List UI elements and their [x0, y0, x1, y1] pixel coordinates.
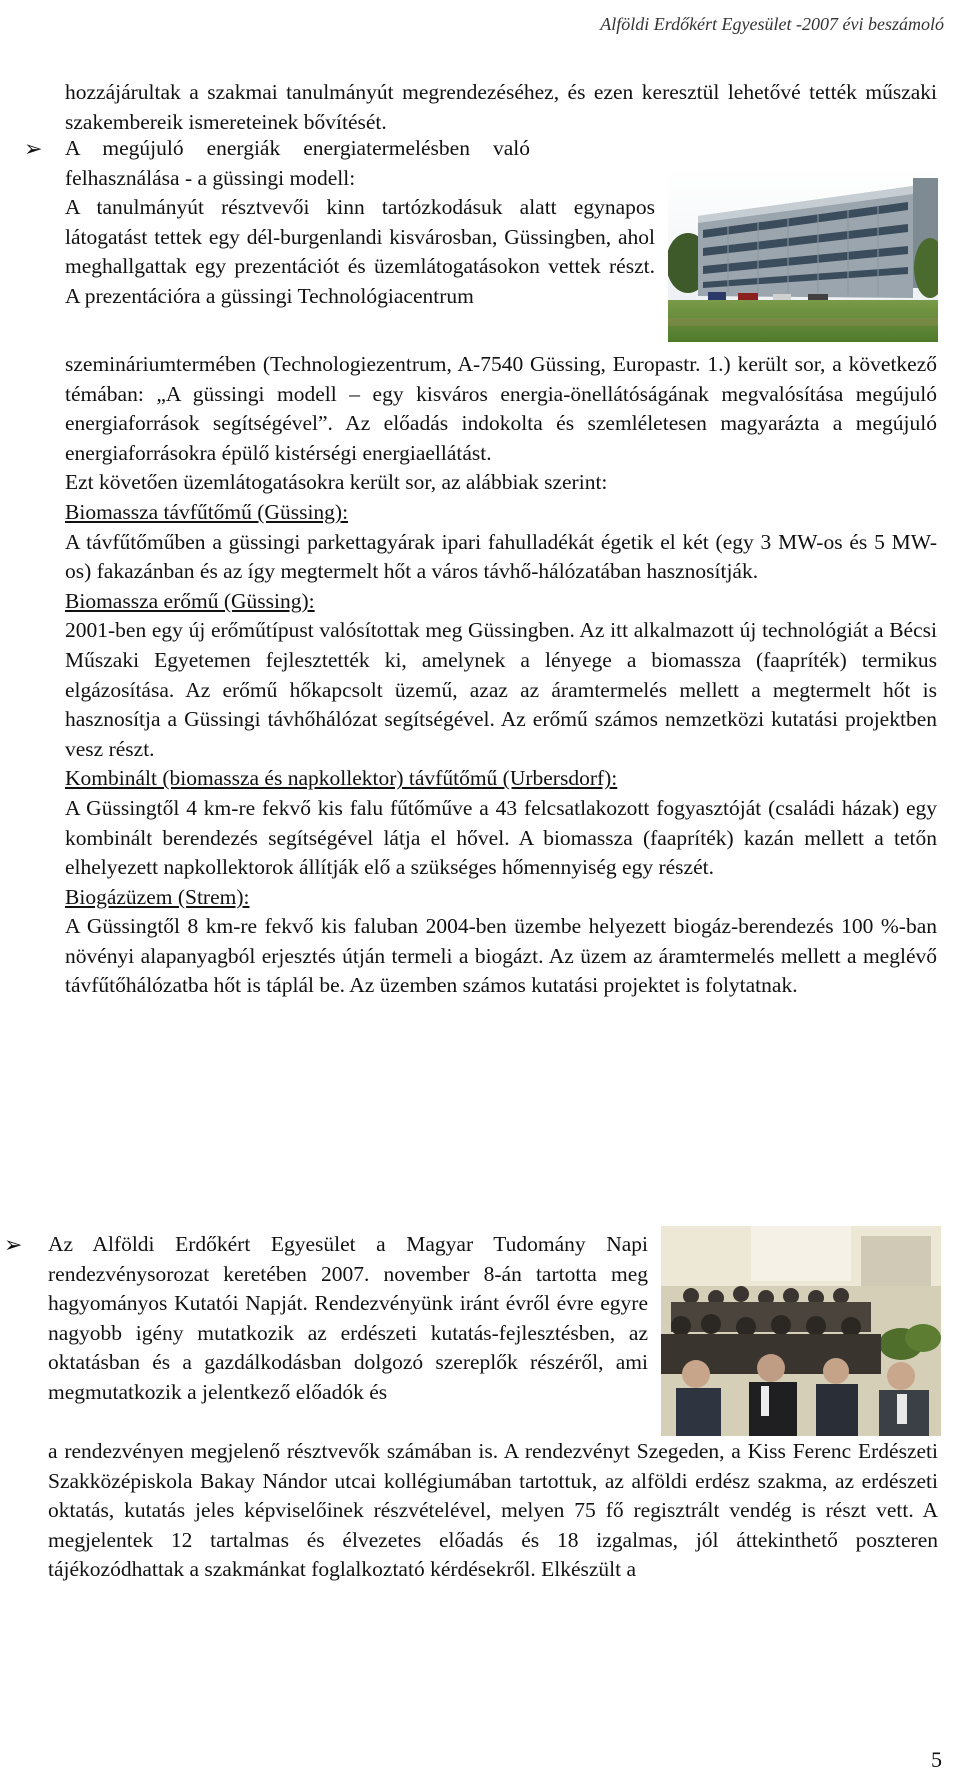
audience-image	[661, 1226, 941, 1436]
building-image	[668, 168, 938, 342]
research-day-paragraph	[48, 1230, 648, 1408]
item3-text: A Güssingtől 4 km-re fekvő kis falu fűtőműve a 43 felcsatlakozott fogyasztóját (családi házak) egy kombinált berendezés segítségével látja el hővel. A biomassza (faapríték) kazán mellett a tetőn elhelyezett napkollektorok állítják elő a szükséges hőmennyiség egy részét.	[65, 795, 937, 880]
intro-text: hozzájárultak a szakmai tanulmányút megrendezéséhez, és ezen keresztül lehetővé tették műszaki szakembereik ismereteinek bővítését.	[65, 80, 937, 134]
item2-title: Biomassza erőmű (Güssing):	[65, 588, 315, 613]
visit-text-cont: szemináriumtermében (Technologiezentrum, A-7540 Güssing, Europastr. 1.) került sor, a következő témában: „A güssingi modell – egy kisváros energia-önellátóságának megvalósítása megújuló energiaforrások segítségével”. Az előadás indokolta és szemléletesen magyarázta a megújuló energiaforrásokra épülő kistérségi energiaellátást.	[65, 352, 937, 465]
page-number: 5	[931, 1747, 942, 1772]
guessing-model-heading: A megújuló energiák energiatermelésben való felhasználása - a güssingi modell:	[65, 136, 530, 190]
technology-centre-photo	[668, 168, 938, 342]
item2-text: 2001-ben egy új erőműtípust valósítottak meg Güssingben. Az itt alkalmazott új technológiát a Bécsi Műszaki Egyetemen fejlesztették ki, amelynek a lényege a biomassza (faapríték) termikus elgázosítása. Az erőmű hőkapcsolt üzemű, azaz az áramtermelés mellett a megtermelt hőt is hasznosítja a Güssingi távhőhálózat segítségével. Az erőmű számos nemzetközi kutatási projektben vesz részt.	[65, 618, 937, 761]
page-header: Alföldi Erdőkért Egyesület -2007 évi beszámoló	[600, 14, 944, 34]
bullet-icon: ➢	[4, 1232, 23, 1257]
conference-photo	[661, 1226, 941, 1436]
item1-text: A távfűtőműben a güssingi parkettagyárak ipari fahulladékát égetik el két (egy 3 MW-os és 5 MW-os) fakazánban és az így megtermelt hőt a város távhő-hálózatában hasznosítják.	[65, 529, 937, 584]
item3-title: Kombinált (biomassza és napkollektor) távfűtőmű (Urbersdorf):	[65, 766, 618, 791]
item4-title: Biogázüzem (Strem):	[65, 884, 250, 909]
research-day-text-wrapped: Az Alföldi Erdőkért Egyesület a Magyar Tudomány Napi rendezvénysorozat keretében 2007. november 8-án tartotta meg hagyományos Kutatói Napját. Rendezvényünk iránt évről évre egyre nagyobb igény mutatkozik az erdészeti kutatás-fejlesztésben, az oktatásban és a gazdálkodásban dolgozó szereplők részéről, ami megmutatkozik a jelentkező előadók és	[48, 1232, 648, 1404]
research-day-paragraph-continued	[48, 1437, 938, 1585]
item1-title: Biomassza távfűtőmű (Güssing):	[65, 499, 349, 524]
intro-paragraph	[65, 78, 937, 137]
after-visit-text: Ezt követően üzemlátogatásokra került sor, az alábbiak szerint:	[65, 470, 608, 495]
visit-paragraph-continued	[65, 350, 937, 1001]
bullet-icon: ➢	[24, 136, 43, 161]
item4-text: A Güssingtől 8 km-re fekvő kis faluban 2004-ben üzembe helyezett biogáz-berendezés 100 %-ban növényi alapanyagból erjesztés útján termeli a biogázt. Az üzem az áramtermelés mellett a meglévő távfűtőhálózatba hőt is táplál be. Az üzemben számos kutatási projektet is folytatnak.	[65, 914, 937, 998]
research-day-text-full: a rendezvényen megjelenő résztvevők számában is. A rendezvényt Szegeden, a Kiss Ferenc Erdészeti Szakközépiskola Bakay Nándor utcai kollégiumában tartottuk, az alföldi erdész szakma, az erdészeti oktatás, kutatás jeles képviselőinek részvételével, melyen 75 fő regisztrált vendég is részt vett. A megjelentek 12 tartalmas és élvezetes előadás és 18 izgalmas, jól áttekinthető poszteren tájékozódhattak a szakmánkat foglalkoztató kérdésekről. Elkészült a	[48, 1439, 938, 1582]
guessing-model-paragraph	[65, 134, 655, 312]
visit-text: A tanulmányút résztvevői kinn tartózkodásuk alatt egynapos látogatást tettek egy dél-burgenlandi kisvárosban, Güssingben, ahol meghallgattak egy prezentációt és üzemlátogatásokon vettek részt. A prezentációra a güssingi Technológiacentrum	[65, 195, 655, 308]
